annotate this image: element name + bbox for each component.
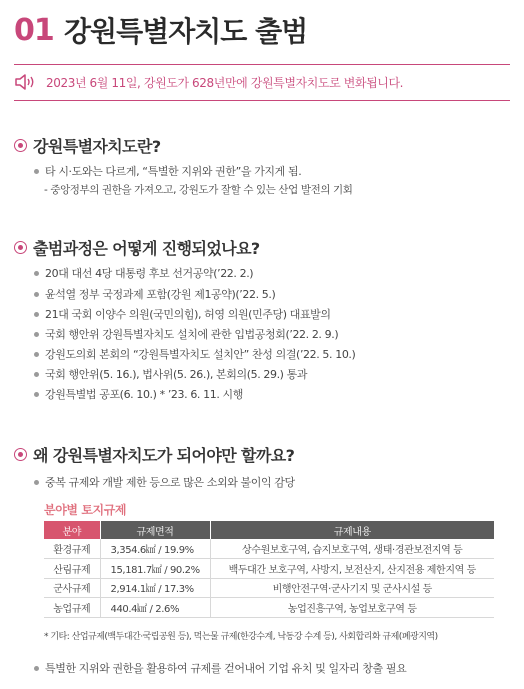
announcement-text: 2023년 6월 11일, 강원도가 628년만에 강원특별자치도로 변화됩니다. bbox=[46, 75, 404, 90]
sub-item: - 중앙정부의 권한을 가져오고, 강원도가 잘할 수 있는 산업 발전의 기회 bbox=[44, 184, 353, 196]
announcement bbox=[14, 72, 403, 92]
bullet-icon bbox=[34, 312, 39, 317]
page-header bbox=[14, 8, 307, 52]
heading-bullet-icon bbox=[14, 241, 27, 254]
list-item-text: 타 시·도와는 다르게, “특별한 지위와 권한”을 가지게 됨. bbox=[45, 165, 302, 178]
bullet-icon bbox=[34, 480, 39, 485]
table-cell: 15,181.7㎢ / 90.2% bbox=[100, 559, 210, 579]
bullet-icon bbox=[34, 292, 39, 297]
table-cell: 상수원보호구역, 습지보호구역, 생태·경관보전지역 등 bbox=[210, 539, 494, 559]
list-item bbox=[34, 474, 295, 490]
section-number: 01 bbox=[14, 12, 54, 48]
table-cell: 환경규제 bbox=[44, 539, 100, 559]
list-item bbox=[34, 386, 243, 402]
table-cell: 비행안전구역·군사기지 및 군사시설 등 bbox=[210, 578, 494, 598]
bullet-icon bbox=[34, 352, 39, 357]
list-item-text: 20대 대선 4당 대통령 후보 선거공약(’22. 2.) bbox=[45, 267, 254, 280]
header-divider-bottom bbox=[14, 100, 510, 101]
list-item-text: 윤석열 정부 국정과제 포함(강원 제1공약)(’22. 5.) bbox=[45, 288, 276, 301]
table-cell: 농업규제 bbox=[44, 598, 100, 618]
list-item-text: 국회 행안위 강원특별자치도 설치에 관한 입법공청회(’22. 2. 9.) bbox=[45, 328, 339, 341]
table-header-row bbox=[44, 521, 494, 539]
section-title: 출범과정은 어떻게 진행되었나요? bbox=[33, 239, 260, 258]
section-title: 왜 강원특별자치도가 되어야만 할까요? bbox=[33, 446, 295, 465]
bullet-icon bbox=[34, 169, 39, 174]
table-cell: 군사규제 bbox=[44, 578, 100, 598]
list-item-text: 강원특별법 공포(6. 10.) * ’23. 6. 11. 시행 bbox=[45, 388, 243, 401]
list-item bbox=[34, 346, 355, 362]
list-item bbox=[34, 326, 338, 342]
list-item bbox=[34, 306, 331, 322]
table-cell: 농업진흥구역, 농업보호구역 등 bbox=[210, 598, 494, 618]
bullet-icon bbox=[34, 372, 39, 377]
table-row bbox=[44, 559, 494, 579]
section-heading-process bbox=[14, 236, 260, 259]
heading-bullet-icon bbox=[14, 139, 27, 152]
section-heading-what bbox=[14, 134, 161, 157]
section-title: 강원특별자치도란? bbox=[33, 137, 161, 156]
land-regulation-table bbox=[44, 521, 494, 618]
table-row bbox=[44, 578, 494, 598]
bullet-icon bbox=[34, 392, 39, 397]
table-cell: 백두대간 보호구역, 사방지, 보전산지, 산지전용 제한지역 등 bbox=[210, 559, 494, 579]
list-item-text: 중복 규제와 개발 제한 등으로 많은 소외와 불이익 감당 bbox=[45, 476, 295, 489]
list-item bbox=[34, 366, 307, 382]
list-item-text: 국회 행안위(5. 16.), 법사위(5. 26.), 본회의(5. 29.) 통과 bbox=[45, 368, 308, 381]
table-title: 분야별 토지규제 bbox=[44, 503, 127, 517]
bullet-icon bbox=[34, 271, 39, 276]
column-header: 규제내용 bbox=[210, 521, 494, 539]
table-cell: 3,354.6㎢ / 19.9% bbox=[100, 539, 210, 559]
list-item bbox=[34, 265, 253, 281]
list-item bbox=[34, 163, 301, 179]
table-cell: 440.4㎢ / 2.6% bbox=[100, 598, 210, 618]
column-header: 규제면적 bbox=[100, 521, 210, 539]
column-header: 분야 bbox=[44, 521, 100, 539]
header-divider-top bbox=[14, 64, 510, 65]
table-cell: 2,914.1㎢ / 17.3% bbox=[100, 578, 210, 598]
bullet-icon bbox=[34, 666, 39, 671]
page-title: 강원특별자치도 출범 bbox=[64, 15, 308, 48]
table-footnote: * 기타: 산업규제(백두대간·국립공원 등), 먹는물 규제(한강수계, 낙동강 수계 등), 사회합리화 규제(폐광지역) bbox=[44, 632, 438, 642]
list-item bbox=[34, 660, 406, 676]
table-row bbox=[44, 598, 494, 618]
list-item-text: 강원도의회 본회의 “강원특별자치도 설치안” 찬성 의결(’22. 5. 10.) bbox=[45, 348, 356, 361]
heading-bullet-icon bbox=[14, 448, 27, 461]
list-item-text: 특별한 지위와 권한을 활용하여 규제를 걷어내어 기업 유치 및 일자리 창출 필요 bbox=[45, 662, 407, 675]
section-heading-why bbox=[14, 443, 294, 466]
bullet-icon bbox=[34, 332, 39, 337]
list-item-text: 21대 국회 이양수 의원(국민의힘), 허영 의원(민주당) 대표발의 bbox=[45, 308, 331, 321]
table-row bbox=[44, 539, 494, 559]
list-item bbox=[34, 286, 275, 302]
speaker-icon bbox=[14, 72, 38, 92]
table-cell: 산림규제 bbox=[44, 559, 100, 579]
